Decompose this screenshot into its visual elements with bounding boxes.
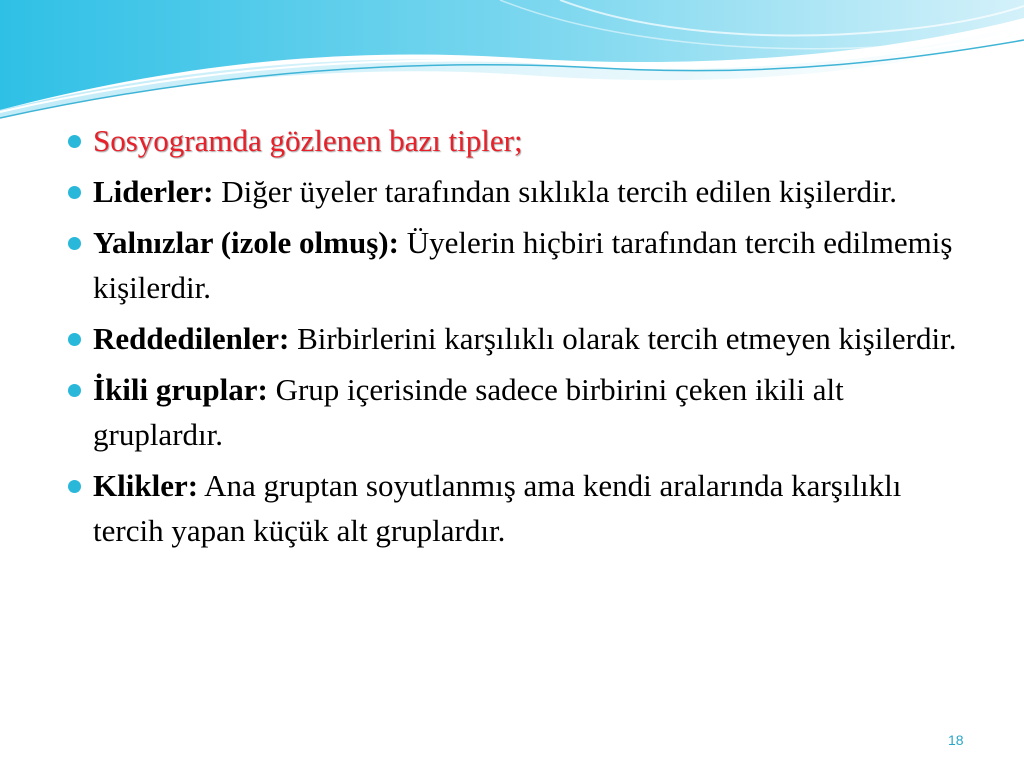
bullet-item-ikili-gruplar: [66, 367, 966, 457]
bullet-item-yalnizlar: [66, 220, 966, 310]
term-definition: Grup içerisinde sadece birbirini çeken ikili alt gruplardır.: [93, 372, 844, 452]
bullet-item-liderler: [66, 169, 966, 214]
bullet-dot-icon: [68, 135, 81, 148]
term-label: Yalnızlar (izole olmuş):: [93, 225, 399, 260]
term-definition: Birbirlerini karşılıklı olarak tercih etmeyen kişilerdir.: [289, 321, 957, 356]
bullet-dot-icon: [68, 333, 81, 346]
bullet-item-reddedilenler: [66, 316, 966, 361]
term-definition: Ana gruptan soyutlanmış ama kendi aralarında karşılıklı tercih yapan küçük alt gruplardır.: [93, 468, 902, 548]
bullet-dot-icon: [68, 384, 81, 397]
bullet-list: [66, 118, 966, 553]
bullet-item-heading: [66, 118, 966, 163]
term-label: Reddedilenler:: [93, 321, 290, 356]
term-label: Klikler:: [93, 468, 199, 503]
slide-heading: Sosyogramda gözlenen bazı tipler;: [93, 123, 523, 158]
term-label: İkili gruplar:: [93, 372, 268, 407]
bullet-dot-icon: [68, 237, 81, 250]
bullet-dot-icon: [68, 480, 81, 493]
term-label: Liderler:: [93, 174, 214, 209]
page-number: 18: [948, 732, 964, 748]
term-definition: Üyelerin hiçbiri tarafından tercih edilmemiş kişilerdir.: [93, 225, 953, 305]
term-definition: Diğer üyeler tarafından sıklıkla tercih edilen kişilerdir.: [213, 174, 897, 209]
bullet-item-klikler: [66, 463, 966, 553]
bullet-dot-icon: [68, 186, 81, 199]
slide-content: [66, 118, 966, 559]
wave-header-decoration: [0, 0, 1024, 120]
